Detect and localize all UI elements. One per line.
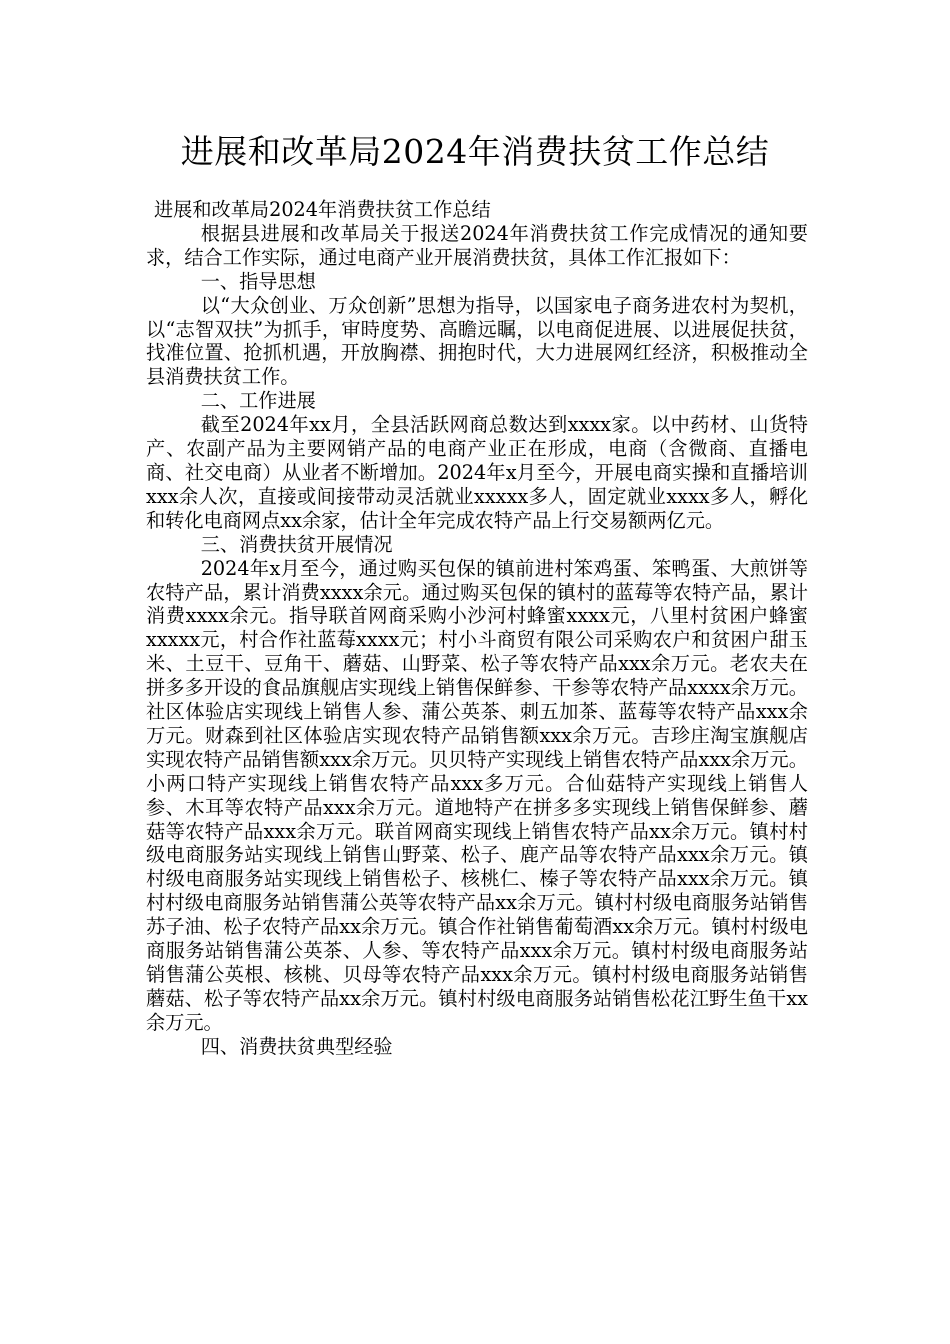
document-title: 进展和改革局2024年消费扶贫工作总结 (180, 132, 770, 171)
section-body-guiding-thought: 以“大众创业、万众创新”思想为指导，以国家电子商务进农村为契机，以“志智双扶”为抓手，审時度势、高瞻远瞩，以电商促进展、以进展促扶贫，找准位置、抢抓机遇，开放胸襟、拥抱时代，大力进展网红经济，积极推动全县消费扶贫工作。 (146, 293, 808, 389)
section-heading-typical-experience: 四、消费扶贫典型经验 (200, 1034, 393, 1058)
section-heading-work-progress: 二、工作进展 (200, 389, 316, 413)
section-heading-consumption-poverty-alleviation: 三、消费扶贫开展情况 (200, 532, 393, 556)
section-body-consumption-poverty-alleviation: 2024年x月至今，通过购买包保的镇前进村笨鸡蛋、笨鸭蛋、大煎饼等农特产品，累计消费xxxx余元。通过购买包保的镇村的蓝莓等农特产品，累计消费xxxx余元。指导联首网商采购小沙河村蜂蜜xxxx元，八里村贫困户蜂蜜xxxxx元，村合作社蓝莓xxxx元；村小斗商贸有限公司采购农户和贫困户甜玉米、土豆干、豆角干、蘑菇、山野菜、松子等农特产品xxx余万元。老农夫在拼多多开设的食品旗舰店实现线上销售保鲜参、干参等农特产品xxxx余万元。社区体验店实现线上销售人参、蒲公英茶、刺五加茶、蓝莓等农特产品xxx余万元。财森到社区体验店实现农特产品销售额xxx余万元。吉珍庄淘宝旗舰店实现农特产品销售额xxx余万元。贝贝特产实现线上销售农特产品xxx余万元。小两口特产实现线上销售农特产品xxx多万元。合仙菇特产实现线上销售人参、木耳等农特产品xxx余万元。道地特产在拼多多实现线上销售保鲜参、蘑菇等农特产品xxx余万元。联首网商实现线上销售农特产品xx余万元。镇村村级电商服务站实现线上销售山野菜、松子、鹿产品等农特产品xxx余万元。镇村级电商服务站实现线上销售松子、核桃仁、榛子等农特产品xxx余万元。镇村村级电商服务站销售蒲公英等农特产品xx余万元。镇村村级电商服务站销售苏子油、松子农特产品xx余万元。镇合作社销售葡萄酒xx余万元。镇村村级电商服务站销售蒲公英茶、人参、等农特产品xxx余万元。镇村村级电商服务站销售蒲公英根、核桃、贝母等农特产品xxx余万元。镇村村级电商服务站销售蘑菇、松子等农特产品xx余万元。镇村村级电商服务站销售松花江野生鱼干xx余万元。 (146, 556, 808, 1034)
intro-paragraph: 根据县进展和改革局关于报送2024年消费扶贫工作完成情况的通知要求，结合工作实际，通过电商产业开展消费扶贫，具体工作汇报如下： (146, 221, 808, 269)
document-subtitle: 进展和改革局2024年消费扶贫工作总结 (154, 198, 491, 221)
section-body-work-progress: 截至2024年xx月，全县活跃网商总数达到xxxx家。以中药材、山货特产、农副产品为主要网销产品的电商产业正在形成，电商（含微商、直播电商、社交电商）从业者不断增加。2024年x月至今，开展电商实操和直播培训xxx余人次，直接或间接带动灵活就业xxxxx多人，固定就业xxxx多人，孵化和转化电商网点xx余家，估计全年完成农特产品上行交易额两亿元。 (146, 413, 808, 532)
section-heading-guiding-thought: 一、指导思想 (200, 269, 316, 293)
document-body (146, 198, 808, 1059)
